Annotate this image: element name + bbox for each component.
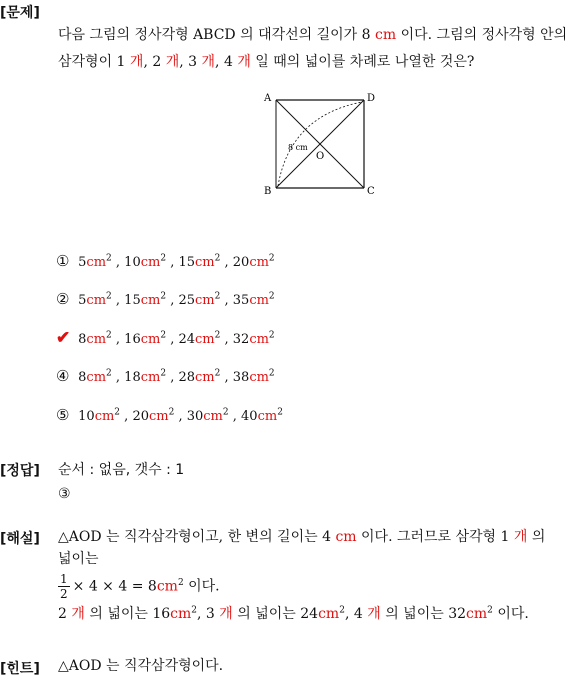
- vertex-c: C: [367, 186, 375, 197]
- center-o: O: [316, 151, 325, 162]
- hint-label: [힌트]: [0, 661, 40, 677]
- explanation-line-3: $\frac{1}{2}$ × $4 \times 4 = 8cm^2$ 이다.: [60, 572, 220, 601]
- explanation-line-1: △AOD 는 직각삼각형이고, 한 변의 길이는 4 cm 이다. 그러므로 삼각형 1 개 의: [58, 529, 546, 545]
- answer-line-2: ③: [58, 486, 71, 502]
- choice-1[interactable]: ① $5cm^2$ , $10cm^2$ , $15cm^2$ , $20cm^2$: [56, 252, 275, 270]
- square-figure: [260, 86, 385, 198]
- explanation-line-4: 2 개 의 넓이는 $16cm^2$, 3 개 의 넓이는 $24cm^2$, 4 개 의 넓이는 $32cm^2$ 이다.: [58, 605, 529, 622]
- problem-line-1: 다음 그림의 정사각형 ABCD 의 대각선의 길이가 8 cm 이다. 그림의 정사각형 안의: [58, 27, 568, 43]
- problem-label: [문제]: [0, 5, 40, 21]
- choice-5[interactable]: ⑤ $10cm^2$ , $20cm^2$ , $30cm^2$ , $40cm^2$: [56, 406, 283, 424]
- choice-1-mark: ①: [56, 252, 70, 270]
- explanation-block: [58, 526, 583, 625]
- correct-check-icon: ✔: [56, 328, 71, 348]
- problem-line-2: 삼각형이 1 개, 2 개, 3 개, 4 개 일 때의 넓이를 차례로 나열한 것은?: [58, 54, 475, 70]
- choice-4-mark: ④: [56, 367, 70, 385]
- answer-block: [58, 458, 583, 506]
- choice-2-mark: ②: [56, 290, 70, 308]
- choice-3[interactable]: ✔ $8cm^2$ , $16cm^2$ , $24cm^2$ , $32cm^2$: [56, 328, 275, 348]
- answer-line-1: 순서 : 없음, 갯수 : 1: [58, 462, 185, 478]
- diagonal-length-label: 8 cm: [288, 143, 308, 152]
- vertex-a: A: [264, 93, 272, 104]
- vertex-b: B: [264, 186, 272, 197]
- choice-2[interactable]: ② $5cm^2$ , $15cm^2$ , $25cm^2$ , $35cm^2$: [56, 290, 275, 308]
- choice-4[interactable]: ④ $8cm^2$ , $18cm^2$ , $28cm^2$ , $38cm^2$: [56, 367, 275, 385]
- hint-text: △AOD 는 직각삼각형이다.: [58, 658, 224, 674]
- explanation-label: [해설]: [0, 531, 40, 547]
- vertex-d: D: [367, 93, 376, 104]
- fraction-half: $\frac{1}{2}$: [60, 572, 68, 601]
- answer-label: [정답]: [0, 463, 40, 479]
- choice-5-mark: ⑤: [56, 406, 70, 424]
- problem-text: [58, 22, 583, 76]
- explanation-line-2: 넓이는: [58, 551, 99, 567]
